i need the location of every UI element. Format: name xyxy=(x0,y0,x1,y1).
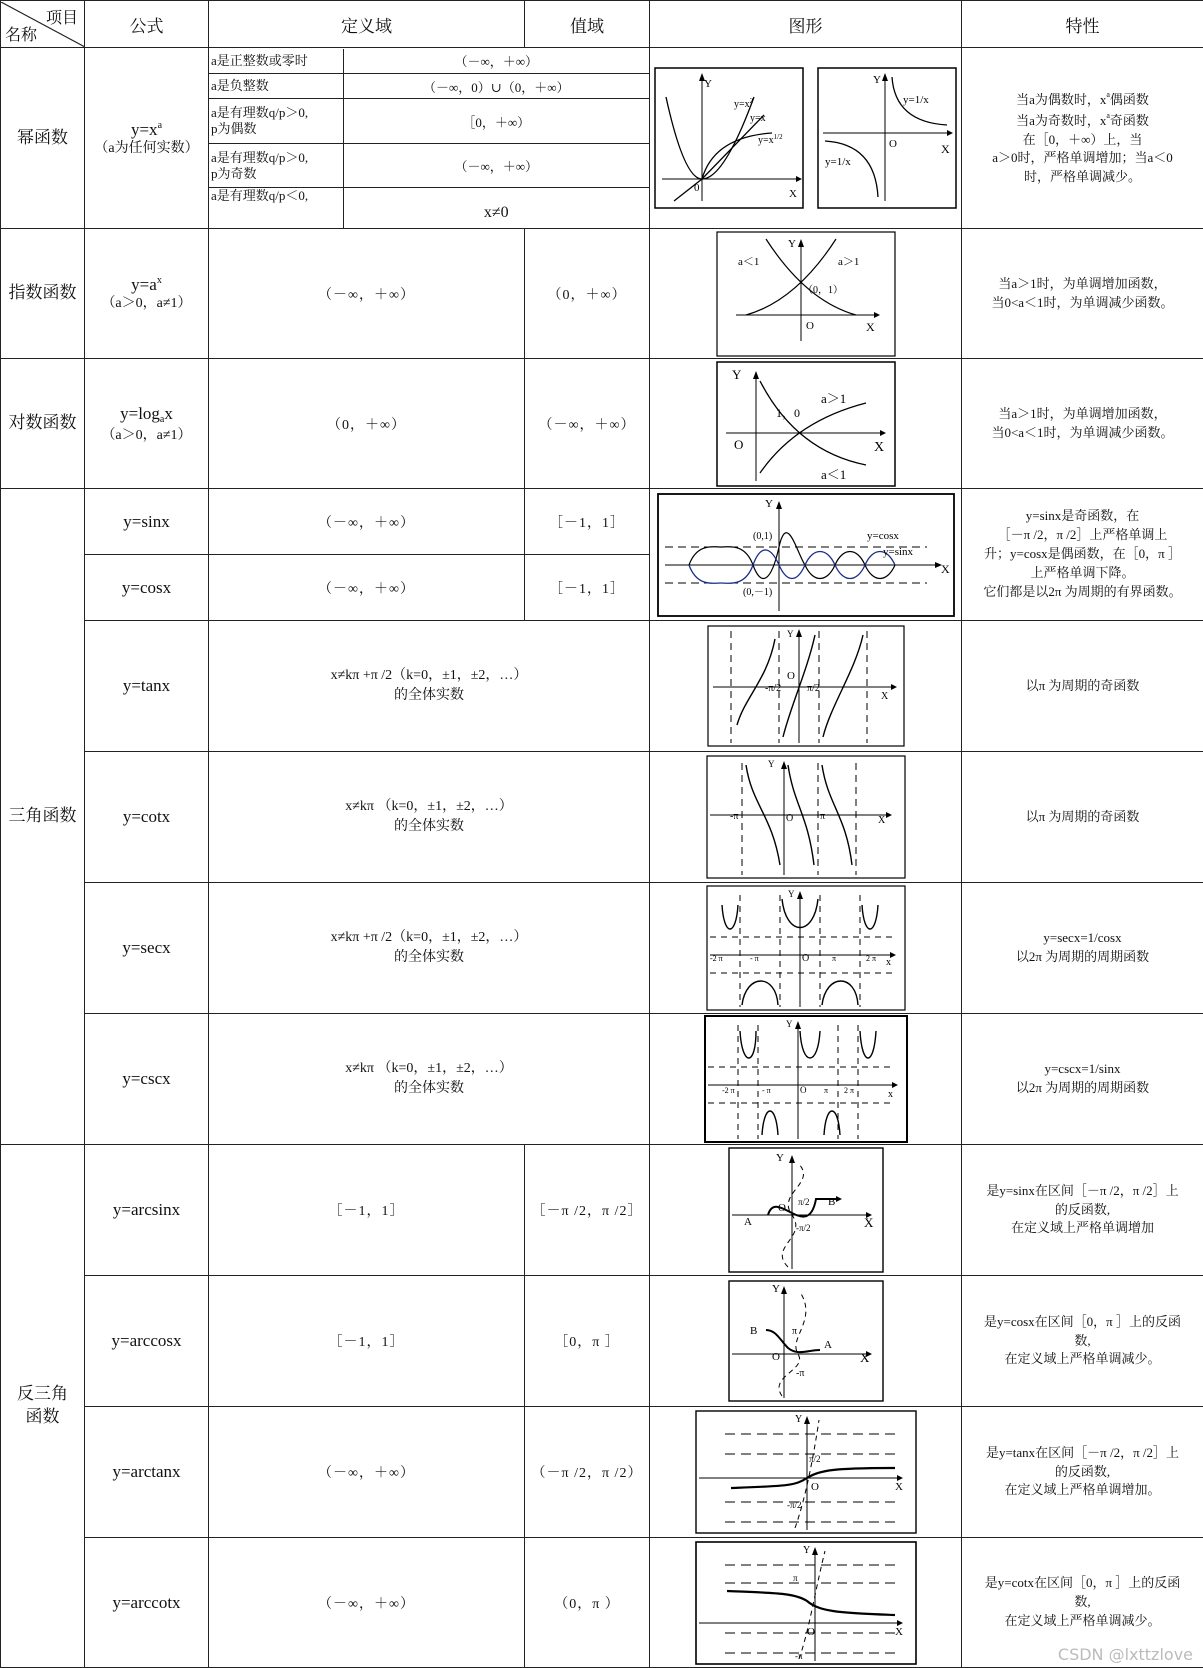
row-arcsin xyxy=(1,1145,1203,1276)
domain-arccot: （－∞，＋∞） xyxy=(209,1538,525,1668)
svg-text:O: O xyxy=(799,1085,806,1095)
curve-label: y=1/x xyxy=(825,156,852,168)
svg-text:-π/2: -π/2 xyxy=(786,1500,802,1510)
svg-text:（0，1）: （0，1） xyxy=(802,284,843,296)
row-tan xyxy=(1,621,1203,752)
row-sec xyxy=(1,883,1203,1014)
props-cot: 以π 为周期的奇函数 xyxy=(962,752,1203,883)
svg-text:O: O xyxy=(801,953,809,964)
svg-text:X: X xyxy=(894,1625,903,1638)
axis-x-label: X xyxy=(941,142,950,156)
row-sin xyxy=(1,489,1203,555)
svg-text:-π/2: -π/2 xyxy=(764,683,781,694)
svg-text:O: O xyxy=(777,1202,786,1214)
formula-tan: y=tanx xyxy=(85,621,209,752)
case-domain: x≠0 xyxy=(343,188,649,228)
svg-text:O: O xyxy=(785,813,793,824)
row-arccot xyxy=(1,1538,1203,1668)
power-graph-1 xyxy=(654,67,804,209)
corner-header xyxy=(1,1,85,48)
svg-text:- π: - π xyxy=(761,1086,771,1095)
sincos-graph xyxy=(657,493,955,617)
item-label: 项目 xyxy=(45,7,78,27)
graph-csc xyxy=(650,1014,962,1145)
name-label: 名称 xyxy=(5,24,38,44)
graph-arccos xyxy=(650,1276,962,1407)
domain-arcsin: ［－1，1］ xyxy=(209,1145,525,1276)
curve-label: $y=x^2$ xyxy=(733,97,753,110)
cot-graph xyxy=(706,755,906,879)
category-log: 对数函数 xyxy=(1,359,85,489)
props-exp: 当a＞1时，为单调增加函数， 当0<a＜1时，为单调减少函数。 xyxy=(962,229,1203,359)
axis-y-label: Y xyxy=(703,78,712,90)
cos-curve xyxy=(689,532,895,578)
case-domain: （－∞，0）∪（0，＋∞） xyxy=(343,74,649,99)
category-exp: 指数函数 xyxy=(1,229,85,359)
svg-text:A: A xyxy=(743,1216,752,1228)
props-arccot: 是y=cotx在区间［0，π ］上的反函 数, 在定义域上严格单调减少。 xyxy=(962,1538,1203,1668)
svg-text:Y: Y xyxy=(787,889,794,899)
svg-text:X: X xyxy=(894,1481,903,1493)
graph-log xyxy=(650,359,962,489)
case-cond: a是正整数或零时 xyxy=(209,49,343,74)
graph-sec xyxy=(650,883,962,1014)
svg-text:y=sinx: y=sinx xyxy=(882,545,913,558)
svg-text:X: X xyxy=(877,815,885,826)
formula-log: $y=\log_ax$ （a＞0，a≠1） xyxy=(85,359,209,489)
row-csc xyxy=(1,1014,1203,1145)
formula-csc: y=cscx xyxy=(85,1014,209,1145)
arctan-graph xyxy=(695,1410,917,1534)
formula-sup: a xyxy=(157,119,163,131)
range-cos: ［－1，1］ xyxy=(525,555,650,621)
svg-text:π: π xyxy=(819,811,825,822)
power-graph-2 xyxy=(817,67,957,209)
formula-exp: $y=a^x$ （a＞0，a≠1） xyxy=(85,229,209,359)
case-domain: （－∞，＋∞） xyxy=(343,144,649,188)
row-arctan xyxy=(1,1407,1203,1538)
svg-text:-2 π: -2 π xyxy=(709,954,723,963)
domain-log: （0，＋∞） xyxy=(209,359,525,489)
svg-text:(0,－1): (0,－1) xyxy=(742,586,772,598)
category-inverse: 反三角 函数 xyxy=(1,1145,85,1668)
row-power xyxy=(1,48,1203,229)
formula-note: （a为任何实数） xyxy=(94,140,199,156)
svg-text:O: O xyxy=(806,1625,815,1638)
props-log: 当a＞1时，为单调增加函数， 当0<a＜1时，为单调减少函数。 xyxy=(962,359,1203,489)
svg-text:Y: Y xyxy=(767,759,774,769)
arcsin-graph xyxy=(728,1147,884,1273)
header-range: 值域 xyxy=(525,1,650,48)
row-log xyxy=(1,359,1203,489)
svg-text:X: X xyxy=(863,1215,873,1230)
range-arcsin: ［－π /2，π /2］ xyxy=(525,1145,650,1276)
svg-text:-π: -π xyxy=(795,1368,804,1379)
svg-text:1，0: 1，0 xyxy=(775,405,800,420)
svg-text:x: x xyxy=(887,1089,893,1100)
graph-arcsin xyxy=(650,1145,962,1276)
svg-text:π/2: π/2 xyxy=(797,1197,810,1207)
svg-text:B: B xyxy=(749,1325,757,1337)
domain-sin: （－∞，＋∞） xyxy=(209,489,525,555)
domain-cos: （－∞，＋∞） xyxy=(209,555,525,621)
curve-label: y=1/x xyxy=(903,94,930,106)
arccos-graph xyxy=(728,1280,884,1402)
category-power: 幂函数 xyxy=(1,48,85,229)
svg-text:2 π: 2 π xyxy=(843,1086,854,1095)
sin-curve xyxy=(689,549,895,582)
sec-graph xyxy=(706,885,906,1011)
svg-text:O: O xyxy=(771,1351,780,1363)
svg-text:B: B xyxy=(827,1196,835,1208)
svg-text:O: O xyxy=(810,1481,819,1493)
svg-text:π: π xyxy=(792,1572,798,1583)
graph-arctan xyxy=(650,1407,962,1538)
power-cases-table xyxy=(209,49,649,228)
domain-arccos: ［－1，1］ xyxy=(209,1276,525,1407)
formula-arccot: y=arccotx xyxy=(85,1538,209,1668)
case-cond: a是有理数q/p＞0, p为奇数 xyxy=(209,144,343,188)
domain-arctan: （－∞，＋∞） xyxy=(209,1407,525,1538)
formula-sin: y=sinx xyxy=(85,489,209,555)
svg-text:π: π xyxy=(823,1086,828,1095)
axis-x-label: X xyxy=(788,188,797,200)
svg-text:-π: -π xyxy=(794,1650,803,1661)
svg-text:Y: Y xyxy=(764,497,773,510)
svg-text:X: X xyxy=(859,1350,869,1365)
case-cond: a是有理数q/p＞0, p为偶数 xyxy=(209,99,343,144)
svg-text:π/2: π/2 xyxy=(806,683,820,694)
svg-text:Y: Y xyxy=(794,1414,802,1425)
range-arctan: （－π /2，π /2） xyxy=(525,1407,650,1538)
svg-text:a＜1: a＜1 xyxy=(820,466,846,482)
domain-tan: x≠kπ +π /2（k=0，±1，±2，…） 的全体实数 xyxy=(209,621,650,752)
svg-text:π: π xyxy=(831,954,836,963)
formula-arccos: y=arccosx xyxy=(85,1276,209,1407)
arccot-graph xyxy=(695,1541,917,1665)
category-trig: 三角函数 xyxy=(1,489,85,1145)
log-graph xyxy=(716,361,896,487)
range-arccos: ［0，π ］ xyxy=(525,1276,650,1407)
svg-text:-π/2: -π/2 xyxy=(795,1223,811,1233)
svg-text:O: O xyxy=(805,319,814,332)
formula-cot: y=cotx xyxy=(85,752,209,883)
header-properties: 特性 xyxy=(962,1,1203,48)
svg-text:Y: Y xyxy=(786,629,793,639)
svg-text:a＞1: a＞1 xyxy=(820,390,846,406)
tan-graph xyxy=(707,625,905,747)
domain-csc: x≠kπ （k=0，±1，±2，…） 的全体实数 xyxy=(209,1014,650,1145)
props-power: 当a为偶数时，$x^a$偶函数 当a为奇数时，$x^a$奇函数 在［0，＋∞）上，当 a＞0时，严格单调增加；当a＜0 时，严格单调减少。 xyxy=(962,48,1203,229)
svg-text:2 π: 2 π xyxy=(865,954,876,963)
case-domain: （－∞，＋∞） xyxy=(343,49,649,74)
range-sin: ［－1，1］ xyxy=(525,489,650,555)
svg-text:X: X xyxy=(873,439,884,455)
svg-text:x: x xyxy=(885,957,891,968)
props-arccos: 是y=cosx在区间［0，π ］上的反函 数, 在定义域上严格单调减少。 xyxy=(962,1276,1203,1407)
curve-label: $y=x^{1/2}$ xyxy=(757,133,783,146)
svg-text:Y: Y xyxy=(731,366,741,382)
svg-text:π/2: π/2 xyxy=(808,1454,821,1464)
origin-label: O xyxy=(889,138,898,150)
case-cond: a是有理数q/p＜0, xyxy=(209,188,343,228)
svg-text:y=cosx: y=cosx xyxy=(866,529,899,542)
graph-power xyxy=(650,48,962,229)
svg-text:A: A xyxy=(823,1339,832,1351)
formula-arcsin: y=arcsinx xyxy=(85,1145,209,1276)
svg-text:a＞1: a＞1 xyxy=(837,255,859,268)
axis-y-label: Y xyxy=(873,74,882,86)
props-sec: y=secx=1/cosx 以2π 为周期的周期函数 xyxy=(962,883,1203,1014)
props-csc: y=cscx=1/sinx 以2π 为周期的周期函数 xyxy=(962,1014,1203,1145)
row-arccos xyxy=(1,1276,1203,1407)
svg-text:X: X xyxy=(880,691,888,702)
svg-text:O: O xyxy=(733,436,743,452)
formula-power xyxy=(85,48,209,229)
svg-text:- π: - π xyxy=(749,954,759,963)
graph-exp xyxy=(650,229,962,359)
range-arccot: （0，π ） xyxy=(525,1538,650,1668)
curve-label: y=x xyxy=(749,113,766,124)
range-exp: （0，＋∞） xyxy=(525,229,650,359)
svg-text:Y: Y xyxy=(775,1152,784,1164)
case-cond: a是负整数 xyxy=(209,74,343,99)
power-cases xyxy=(209,48,650,229)
svg-text:X: X xyxy=(865,319,875,334)
case-domain: ［0，＋∞） xyxy=(343,99,649,144)
origin-label: 0 xyxy=(693,182,700,194)
props-tan: 以π 为周期的奇函数 xyxy=(962,621,1203,752)
formula-cos: y=cosx xyxy=(85,555,209,621)
graph-tan xyxy=(650,621,962,752)
header-graph: 图形 xyxy=(650,1,962,48)
formula-main: y=x xyxy=(130,119,158,139)
svg-text:a＜1: a＜1 xyxy=(737,255,759,268)
svg-text:Y: Y xyxy=(787,237,796,250)
domain-cot: x≠kπ （k=0，±1，±2，…） 的全体实数 xyxy=(209,752,650,883)
svg-text:(0,1): (0,1) xyxy=(752,530,772,542)
header-domain: 定义域 xyxy=(209,1,525,48)
formula-sec: y=secx xyxy=(85,883,209,1014)
header-formula: 公式 xyxy=(85,1,209,48)
props-arctan: 是y=tanx在区间［－π /2，π /2］上 的反函数, 在定义域上严格单调增加。 xyxy=(962,1407,1203,1538)
svg-text:Y: Y xyxy=(785,1019,792,1029)
svg-text:-π: -π xyxy=(729,811,738,822)
range-log: （－∞，＋∞） xyxy=(525,359,650,489)
svg-text:Y: Y xyxy=(802,1544,810,1556)
row-cot xyxy=(1,752,1203,883)
svg-text:X: X xyxy=(940,561,950,576)
svg-text:Y: Y xyxy=(771,1283,780,1295)
row-exp xyxy=(1,229,1203,359)
graph-cot xyxy=(650,752,962,883)
svg-text:-2 π: -2 π xyxy=(721,1086,735,1095)
domain-exp: （－∞，＋∞） xyxy=(209,229,525,359)
svg-text:O: O xyxy=(786,670,795,682)
svg-text:π: π xyxy=(791,1326,797,1337)
props-sincos: y=sinx是奇函数，在 ［－π /2，π /2］上严格单调上 升；y=cosx是偶函数，在［0，π ］ 上严格单调下降。 它们都是以2π 为周期的有界函数。 xyxy=(962,489,1203,621)
exp-graph xyxy=(716,231,896,357)
graph-sincos xyxy=(650,489,962,621)
csc-graph xyxy=(704,1015,908,1143)
formula-arctan: y=arctanx xyxy=(85,1407,209,1538)
props-arcsin: 是y=sinx在区间［－π /2，π /2］上 的反函数, 在定义域上严格单调增加 xyxy=(962,1145,1203,1276)
watermark: CSDN @lxttzlove xyxy=(1057,1645,1193,1664)
domain-sec: x≠kπ +π /2（k=0，±1，±2，…） 的全体实数 xyxy=(209,883,650,1014)
graph-arccot xyxy=(650,1538,962,1668)
